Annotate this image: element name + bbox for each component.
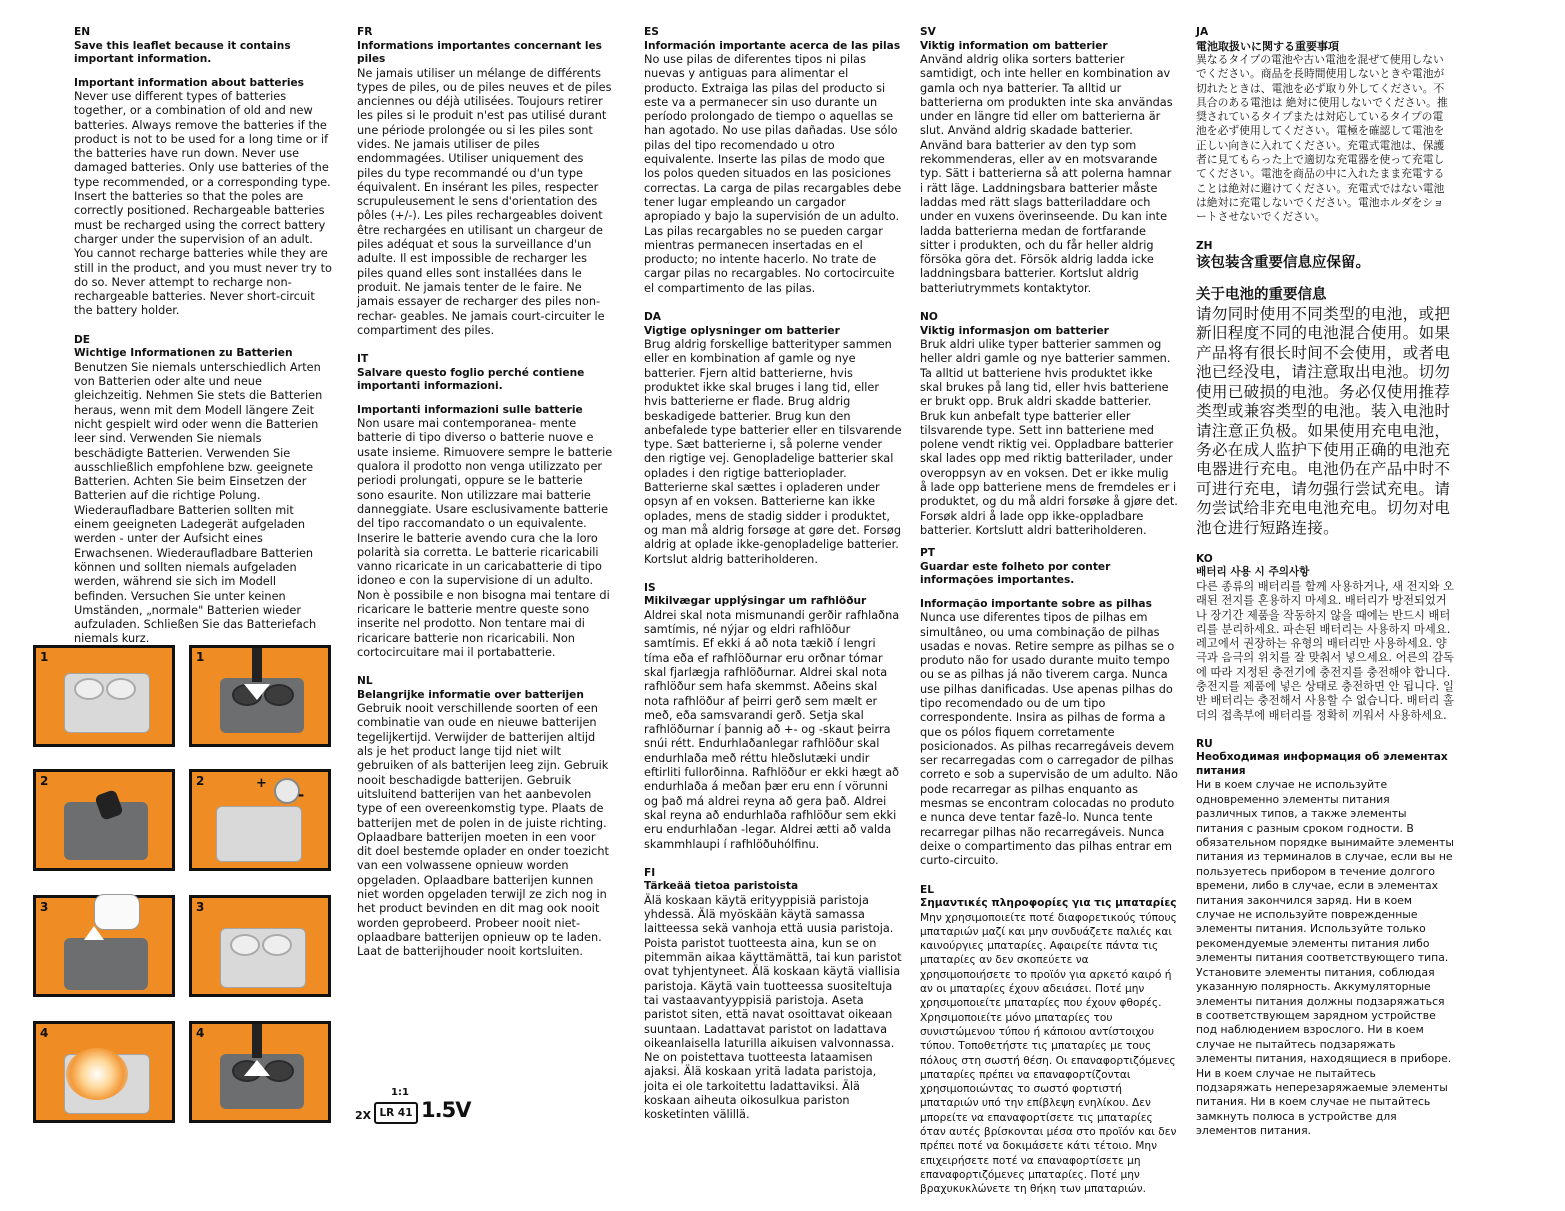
step-number: 3 bbox=[40, 900, 49, 914]
hand-icon bbox=[94, 894, 140, 930]
stud bbox=[74, 678, 104, 700]
ru-body: Ни в коем случае не используйте одновременно элементы питания различных типов, а также элементы питания с разным сроком годности. В обязательном порядке вынимайте элементы питания из терминалов в случае, если вы не пользуетесь прибором в течение долгого времени, либо в случае, если в элементах питания закончился заряд. Ни в коем случае не используйте поврежденные элементы питания. Используйте только рекомендуемые элементы питания либо элементы питания соответствующего типа. Установите элементы питания, соблюдая указанную полярность. Аккумуляторные элементы питания должны подзаряжаться в соответствующем зарядном устройстве под наблюдением взрослого. Ни в коем случае не пытайтесь подзаряжать элементы питания, находящиеся в приборе. Ни в коем случае не пытайтесь подзаряжать неперезаряжаемые элементы питания. Ни в коем случае не пытайтесь замкнуть полюса в устройстве для элементов питания. bbox=[1196, 778, 1454, 1138]
section-it bbox=[357, 353, 613, 660]
section-fr bbox=[357, 26, 613, 338]
section-es bbox=[644, 26, 902, 296]
arrow-up-icon bbox=[84, 926, 104, 940]
zh-heading: 关于电池的重要信息 bbox=[1196, 287, 1327, 304]
lang-code-fr: FR bbox=[357, 26, 373, 38]
battery-voltage: 1.5V bbox=[421, 1098, 471, 1122]
el-heading: Σημαντικές πληροφορίες για τις μπαταρίες bbox=[920, 897, 1177, 910]
section-sv bbox=[920, 26, 1178, 296]
step-panel bbox=[189, 895, 331, 997]
no-body: Bruk aldri ulike typer batterier sammen og heller aldri gamle og nye batterier sammen. Ta alltid ut batteriene hvis produktet ikke skal brukes på lang tid, eller hvis batteriene er brukt opp. Bruk aldri skadde batterier. Bruk kun anbefalt type batterier eller tilsvarende type. Sett inn batteriene med polene vendt riktig vei. Oppladbare batterier skal lades opp med riktig batterilader, under overoppsyn av en voksen. Det er ikke mulig å lade opp batteriene mens de fremdeles er i produktet, og du må aldri forsøke å gjøre det. Forsøk aldri å lade opp ikke-oppladbare batterier. Kortslutt aldri batteriholderen. bbox=[920, 338, 1178, 537]
battery-box-grey bbox=[64, 938, 148, 990]
step-panel bbox=[189, 769, 331, 871]
step-panel bbox=[33, 769, 175, 871]
lang-code-nl: NL bbox=[357, 675, 373, 688]
is-body: Aldrei skal nota mismunandi gerðir rafhlaðna samtímis, né nýjar og eldri rafhlöður samtímis. Ef ekki á að nota tækið í lengri tíma eða ef rafhlöðurnar eru orðnar tómar skal fjarlægja rafhlöðurnar. Aldrei skal nota rafhlöður sem hafa skemmst. Aðeins skal nota rafhlöður af þeirri gerð sem mælt er með, eða samsvarandi gerð. Setja skal rafhlöðurnar í þannig að +- og -skaut þeirra snúi rétt. Endurhlaðanlegar rafhlöður skal endurhlaða með réttu hleðslutæki undir eftirliti fullorðinna. Rafhlöður er ekki hægt að endurhlaða á meðan þær eru enn í vörunni og það má aldrei reyna að gera það. Aldrei skal reyna að endurhlaða rafhlöður sem ekki eru endurhlaðan -legar. Aldrei ætti að valda skammhlaupi í rafhlöðuhólfinu. bbox=[644, 608, 900, 851]
coin-battery-icon bbox=[274, 778, 300, 804]
lang-code-it: IT bbox=[357, 353, 369, 366]
section-nl bbox=[357, 675, 613, 959]
step-panel bbox=[33, 895, 175, 997]
step-number: 4 bbox=[40, 1026, 49, 1040]
lang-code-es: ES bbox=[644, 26, 659, 38]
sv-heading: Viktig information om batterier bbox=[920, 39, 1108, 52]
da-body: Brug aldrig forskellige batterityper sammen eller en kombination af gamle og nye batterier. Fjern altid batterierne, hvis produktet ikke skal bruges i lang tid, eller hvis batterierne er flade. Brug aldrig beskadigede batterier. Brug kun den anbefalede type batterier eller en tilsvarende type. Sæt batterierne i, så polerne vender den rigtige vej. Genopladelige batterier skal oplades i den rigtige batterioplader. Batterierne skal sættes i opladeren under opsyn af en voksen. Batterierne kan ikke oplades, mens de stadig sidder i produktet, og man må aldrig forsøge at gøre det. Forsøg aldrig at oplade ikke-genopladelige batterier. Kortslut aldrig batteriholderen. bbox=[644, 338, 902, 566]
section-zh bbox=[1196, 240, 1454, 538]
battery-model: LR 41 bbox=[374, 1102, 418, 1124]
section-el bbox=[920, 884, 1178, 1197]
ko-body: 다른 종류의 배터리를 함께 사용하거나, 새 전지와 오래된 전지를 혼용하지 마세요. 배터리가 방전되었거나 장기간 제품을 작동하지 않을 때에는 반드시 배터리를 분리하세요. 파손된 배터리는 사용하지 마세요. 레고에서 권장하는 유형의 배터리만 사용하세요. 양극과 음극의 위치를 잘 맞춰서 넣으세요. 어른의 감독에 따라 지정된 충전기에 충전지를 충전해야 합니다. 충전지를 제품에 넣은 상태로 충전하면 안 됩니다. 일반 배터리는 충전해서 사용할 수 없습니다. 배터리 홀더의 접촉부에 배터리를 정확히 끼워서 사용하세요. bbox=[1196, 579, 1454, 722]
it-intro: Salvare questo foglio perché contiene importanti informazioni. bbox=[357, 366, 585, 393]
en-heading: Important information about batteries bbox=[74, 76, 304, 89]
section-en bbox=[74, 26, 332, 319]
arrow-up-icon bbox=[244, 1060, 270, 1076]
el-body: Μην χρησιμοποιείτε ποτέ διαφορετικούς τύπους μπαταριών μαζί και μην συνδυάζετε παλιές και καινούργιες μπαταρίες. Αφαιρείτε πάντα τις μπαταρίες αν δεν σκοπεύετε να χρησιμοποιήσετε το προϊόν για αρκετό καιρό ή αν οι μπαταρίες έχουν αδειάσει. Ποτέ μην χρησιμοποιείτε μπαταρίες που έχουν φθορές. Χρησιμοποιείτε μόνο μπαταρίες του συνιστώμενου τύπου ή κάποιου αντίστοιχου τύπου. Τοποθετήστε τις μπαταρίες με τους πόλους στη σωστή θέση. Οι επαναφορτιζόμενες μπαταρίες πρέπει να επαναφορτίζονται χρησιμοποιώντας το σωστό φορτιστή μπαταριών υπό την επίβλεψη ενηλίκου. Δεν μπορείτε να επαναφορτίσετε τις μπαταρίες όταν αυτές βρίσκονται μέσα στο προϊόν και δεν πρέπει ποτέ να δοκιμάσετε κάτι τέτοιο. Μην επιχειρήσετε ποτέ να επαναφορτίσετε μη επαναφορτιζόμενες μπαταρίες. Ποτέ μην βραχυκυκλώνετε τη θήκη των μπαταριών. bbox=[920, 911, 1177, 1196]
nl-body: Gebruik nooit verschillende soorten of een combinatie van oude en nieuwe batterijen tegelijkertijd. Verwijder de batterijen altijd als je het product lange tijd niet wilt gebruiken of als batterijen leeg zijn. Gebruik nooit beschadigde batterijen. Gebruik uitsluitend batterijen van het aanbevolen type of een overeenkomstig type. Plaats de batterijen met de polen in de juiste richting. Oplaadbare batterijen moeten in een voor dit doel bestemde oplader en onder toezicht van een volwassene opnieuw worden opgeladen. Oplaadbare batterijen kunnen niet worden opgeladen terwijl ze zich nog in het product bevinden en dit mag ook nooit worden geprobeerd. Probeer nooit niet-oplaadbare batterijen opnieuw op te laden. Laat de batterijhouder nooit kortsluiten. bbox=[357, 702, 609, 959]
fi-heading: Tärkeää tietoa paristoista bbox=[644, 880, 799, 893]
section-no bbox=[920, 311, 1178, 538]
step-panel bbox=[33, 1021, 175, 1123]
section-is bbox=[644, 582, 902, 852]
plus-icon: + bbox=[256, 776, 267, 791]
scale-ratio: 1:1 bbox=[391, 1087, 409, 1098]
step-panel bbox=[189, 645, 331, 747]
step-number: 2 bbox=[40, 774, 49, 788]
stud bbox=[106, 678, 136, 700]
section-da bbox=[644, 311, 902, 567]
no-heading: Viktig informasjon om batterier bbox=[920, 324, 1109, 337]
it-heading: Importanti informazioni sulle batterie bbox=[357, 403, 583, 416]
es-heading: Información importante acerca de las pilas bbox=[644, 39, 901, 52]
de-body: Benutzen Sie niemals unterschiedlich Arten von Batterien oder alte und neue gleichzeitig. Nehmen Sie stets die Batterien heraus, wenn mit dem Modell längere Zeit nicht gespielt wird oder wenn die Batterien leer sind. Verwenden Sie niemals beschädigte Batterien. Verwenden Sie ausschließlich empfohlene bzw. geeignete Batterien. Achten Sie beim Einsetzen der Batterien auf die richtige Polung. Wiederaufladbare Batterien sollten mit einem geeigneten Ladegerät aufgeladen werden - unter der Aufsicht eines Erwachsenen. Wiederaufladbare Batterien können und sollten niemals aufgeladen werden, während sie sich im Modell befinden. Versuchen Sie unter keinen Umständen, „normale" Batterien wieder aufzuladen. Schließen Sie das Batteriefach niemals kurz. bbox=[74, 360, 323, 646]
column-1 bbox=[74, 26, 332, 662]
pt-intro: Guardar este folheto por conter informações importantes. bbox=[920, 560, 1111, 587]
es-body: No use pilas de diferentes tipos ni pilas nuevas y antiguas para alimentar el producto. Extraiga las pilas del producto si este va a permanecer sin uso durante un período prolongado de tiempo o aquellas se han agotado. No use pilas dañadas. Use sólo pilas del tipo recomendado u otro equivalente. Inserte las pilas de modo que los polos queden situados en las posiciones correctas. La carga de pilas recargables debe tener lugar empleando un cargador apropiado y bajo la supervisión de un adulto. Las pilas recargables no se pueden cargar mientras permanecen insertadas en el producto; no intente hacerlo. No trate de cargar pilas no recargables. No cortocircuite el compartimento de las pilas. bbox=[644, 53, 902, 295]
minus-icon: - bbox=[298, 786, 305, 804]
lang-code-zh: ZH bbox=[1196, 239, 1213, 252]
lang-code-el: EL bbox=[920, 883, 934, 896]
section-ru bbox=[1196, 738, 1454, 1139]
step-number: 4 bbox=[196, 1026, 205, 1040]
lang-code-ru: RU bbox=[1196, 737, 1213, 750]
section-ja bbox=[1196, 26, 1454, 225]
en-intro: Save this leaflet because it contains important information. bbox=[74, 39, 291, 65]
is-heading: Mikilvægar upplýsingar um rafhlöður bbox=[644, 595, 867, 608]
section-de bbox=[74, 334, 332, 647]
pt-body: Nunca use diferentes tipos de pilhas em simultâneo, ou uma combinação de pilhas usadas e novas. Retire sempre as pilhas se o produto não for usado durante muito tempo ou se as pilhas já não tiverem carga. Nunca use pilhas danificadas. Use apenas pilhas do tipo recomendado ou de um tipo correspondente. Insira as pilhas de forma a que os pólos fiquem corretamente posicionados. As pilhas recarregáveis devem ser recarregadas com o carregador de pilhas correto e sob a supervisão de um adulto. Não pode recarregar as pilhas enquanto as mesmas se encontram colocadas no produto e nunca deve tentar fazê-lo. Nunca tente recarregar pilhas não recarregáveis. Nunca deixe o compartimento das pilhas entrar em curto-circuito. bbox=[920, 611, 1178, 868]
column-2 bbox=[357, 26, 613, 975]
step-number: 3 bbox=[196, 900, 205, 914]
stud bbox=[262, 934, 292, 956]
pt-heading: Informação importante sobre as pilhas bbox=[920, 597, 1152, 610]
lang-code-fi: FI bbox=[644, 866, 656, 879]
screwdriver-icon bbox=[252, 648, 262, 682]
zh-body: 请勿同时使用不同类型的电池，或把新旧程度不同的电池混合使用。如果产品将有很长时间不会使用，或者电池已经没电，请注意取出电池。切勿使用已破损的电池。务必仅使用推荐类型或兼容类型的电池。装入电池时请注意正负极。如果使用充电电池，务必在成人监护下使用正确的电池充电器进行充电。电池仍在产品中时不可进行充电，请勿强行尝试充电。请勿尝试给非充电电池充电。切勿对电池仓进行短路连接。 bbox=[1196, 305, 1451, 537]
lang-code-ko: KO bbox=[1196, 552, 1213, 565]
zh-intro: 该包装含重要信息应保留。 bbox=[1196, 255, 1370, 272]
column-5 bbox=[1196, 26, 1454, 1154]
stud bbox=[230, 934, 260, 956]
lang-code-en: EN bbox=[74, 26, 91, 38]
step-panel bbox=[189, 1021, 331, 1123]
ja-body: 異なるタイプの電池や古い電池を混ぜて使用しないでください。商品を長時間使用しないときや電池が切れたときは、電池を必ず取り外してください。不具合のある電池は 絶対に使用しないでください。推奨されているタイプまたは対応しているタイプの電池を必ず使用してください。電極を確認して電池を正しい向きに入れてください。充電式電池は、保護者に見てもらった上で適切な充電器を使って充電してください。電池を商品の中に入れたまま充電することは絶対に避けてください。充電式ではない電池は絶対に充電しないでください。電池ホルダをショートさせないでください。 bbox=[1196, 53, 1448, 224]
column-3 bbox=[644, 26, 902, 1138]
section-pt bbox=[920, 547, 1178, 868]
fr-body: Ne jamais utiliser un mélange de différents types de piles, ou de piles neuves et de piles anciennes ou déjà utilisées. Toujours retirer les piles si le produit n'est pas utilisé durant une période prolongée ou si les piles sont vides. Ne jamais utiliser de piles endommagées. Utiliser uniquement des piles du type recommandé ou d'un type équivalent. En insérant les piles, respecter scrupuleusement le sens d'orientation des pôles (+/-). Les piles rechargeables doivent être rechargées en utilisant un chargeur de piles adéquat et sous la surveillance d'un adulte. Il est impossible de recharger les piles quand elles sont installées dans le produit. Ne jamais tenter de le faire. Ne jamais essayer de recharger des piles non-rechar- geables. Ne jamais court-circuiter le compartiment des piles. bbox=[357, 66, 612, 337]
nl-heading: Belangrijke informatie over batterijen bbox=[357, 688, 584, 701]
battery-box-clear bbox=[216, 806, 302, 862]
section-ko bbox=[1196, 553, 1454, 723]
fi-body: Älä koskaan käytä erityyppisiä paristoja yhdessä. Älä myöskään käytä samassa laitteessa sekä vanhoja että uusia paristoja. Poista paristot tuotteesta aina, kun se on pitemmän aikaa käyttämättä, tai kun paristot ovat tyhjentyneet. Älä koskaan käytä viallisia paristoja. Käytä vain tuotteessa suositeltuja tai vastaavantyyppisiä paristoja. Aseta paristot siten, että navat osoittavat oikeaan suuntaan. Ladattavat paristot on ladattava oikeanlaisella laturilla aikuisen valvonnassa. Ne on poistettava tuotteesta lataamisen ajaksi. Älä koskaan yritä ladata paristoja, joita ei ole tarkoitettu ladattaviksi. Älä koskaan aiheuta oikosulkua pariston kosketinten välillä. bbox=[644, 893, 902, 1122]
ja-heading: 電池取扱いに関する重要事項 bbox=[1196, 39, 1339, 53]
light-flash-icon bbox=[66, 1048, 128, 1100]
step-number: 1 bbox=[40, 650, 49, 664]
battery-quantity: 2X bbox=[355, 1109, 372, 1122]
fr-heading: Informations importantes concernant les piles bbox=[357, 39, 602, 65]
lang-code-ja: JA bbox=[1196, 26, 1209, 38]
lang-code-sv: SV bbox=[920, 26, 936, 38]
step-number: 2 bbox=[196, 774, 205, 788]
step-number: 1 bbox=[196, 650, 205, 664]
ko-heading: 배터리 사용 시 주의사항 bbox=[1196, 566, 1310, 579]
en-body: Never use different types of batteries together, or a combination of old and new batteries. Always remove the batteries if the product is not to be used for a long time or if the batteries have run down. Never use damaged batteries. Only use batteries of the type recommended, or a corresponding type. Insert the batteries so that the poles are correctly positioned. Rechargeable batteries must be recharged using the correct battery charger under the supervision of an adult. You cannot recharge batteries while they are still in the product, and you must never try to do so. Never attempt to recharge non-rechargeable batteries. Never short-circuit the battery holder. bbox=[74, 90, 332, 318]
sv-body: Använd aldrig olika sorters batterier samtidigt, och inte heller en kombination av gamla och nya batterier. Ta alltid ur batterierna om produkten inte ska användas under en längre tid eller om batterierna är slut. Använd aldrig skadade batterier. Använd bara batterier av den typ som rekommenderas, eller av en motsvarande typ. Sätt i batterierna så att polerna hamnar i rätt läge. Laddningsbara batterier måste laddas med rätt slags batteriladdare och under en vuxens överinseende. Du kan inte ladda batterierna medan de fortfarande sitter i produkten, och du får heller aldrig försöka göra det. Försök aldrig ladda icke laddningsbara batterier. Kortslut aldrig batteriutrymmets kontaktytor. bbox=[920, 53, 1173, 295]
column-4 bbox=[920, 26, 1178, 1211]
de-heading: Wichtige Informationen zu Batterien bbox=[74, 347, 293, 360]
lang-code-pt: PT bbox=[920, 547, 935, 560]
it-body: Non usare mai contemporanea- mente batterie di tipo diverso o batterie nuove e usate insieme. Rimuovere sempre le batterie qualora il prodotto non venga utilizzato per periodi prolungati, oppure se le batterie sono esaurite. Non utilizzare mai batterie danneggiate. Usare esclusivamente batterie del tipo raccomandato o un equivalente. Inserire le batterie avendo cura che la loro polarità sia corretta. Le batterie ricaricabili vanno ricaricate in un caricabatterie di tipo idoneo e con la supervisione di un adulto. Non è possibile e non bisogna mai tentare di ricaricare le batterie mentre queste sono inserite nel prodotto. Non tentare mai di ricaricare batterie non ricaricabili. Non cortocircuitare mai il portabatterie. bbox=[357, 417, 613, 659]
da-heading: Vigtige oplysninger om batterier bbox=[644, 324, 840, 337]
section-fi bbox=[644, 867, 902, 1123]
screwdriver-icon bbox=[252, 1024, 262, 1058]
lang-code-de: DE bbox=[74, 333, 91, 346]
lang-code-no: NO bbox=[920, 311, 938, 324]
arrow-down-icon bbox=[244, 684, 270, 700]
step-panel bbox=[33, 645, 175, 747]
ru-heading: Необходимая информация об элементах питания bbox=[1196, 751, 1448, 777]
lang-code-da: DA bbox=[644, 311, 661, 324]
lang-code-is: IS bbox=[644, 581, 656, 594]
